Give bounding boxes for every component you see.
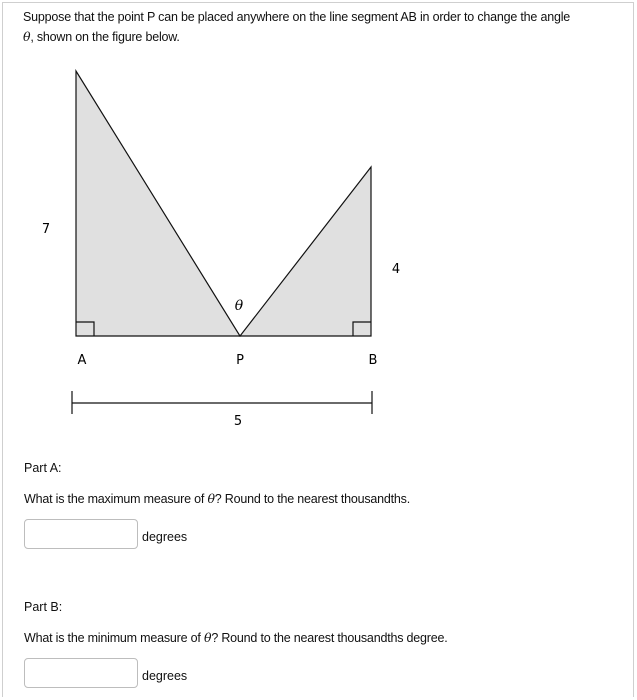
part-a-question-post: ? Round to the nearest thousandths.	[214, 492, 411, 506]
point-a-label: A	[77, 353, 87, 368]
part-b-question-post: ? Round to the nearest thousandths degree.	[211, 631, 448, 645]
angle-theta-label: θ	[234, 298, 244, 314]
part-b-label: Part B:	[24, 600, 63, 614]
part-a-label: Part A:	[24, 461, 62, 475]
right-triangle	[240, 167, 371, 336]
part-a-theta: θ	[207, 491, 215, 506]
part-a-question-pre: What is the maximum measure of	[24, 492, 208, 506]
intro-theta: θ	[23, 29, 31, 44]
part-b-answer-input[interactable]	[24, 658, 138, 688]
part-a-answer-input[interactable]	[24, 519, 138, 549]
part-b-question	[24, 630, 448, 645]
right-height-label: 4	[391, 262, 401, 277]
left-triangle	[76, 71, 240, 336]
part-b-question-pre: What is the minimum measure of	[24, 631, 204, 645]
intro-line-2-text: , shown on the figure below.	[30, 30, 180, 44]
part-b-theta: θ	[203, 630, 212, 645]
point-p-label: P	[236, 353, 244, 368]
part-a-unit: degrees	[142, 530, 188, 544]
left-height-label: 7	[41, 222, 51, 237]
width-label: 5	[233, 414, 243, 429]
intro-line-1: Suppose that the point P can be placed anywhere on the line segment AB in order to change the angle	[23, 10, 571, 24]
point-b-label: B	[368, 353, 378, 368]
part-b-unit: degrees	[142, 669, 188, 683]
part-a-question	[24, 491, 410, 506]
